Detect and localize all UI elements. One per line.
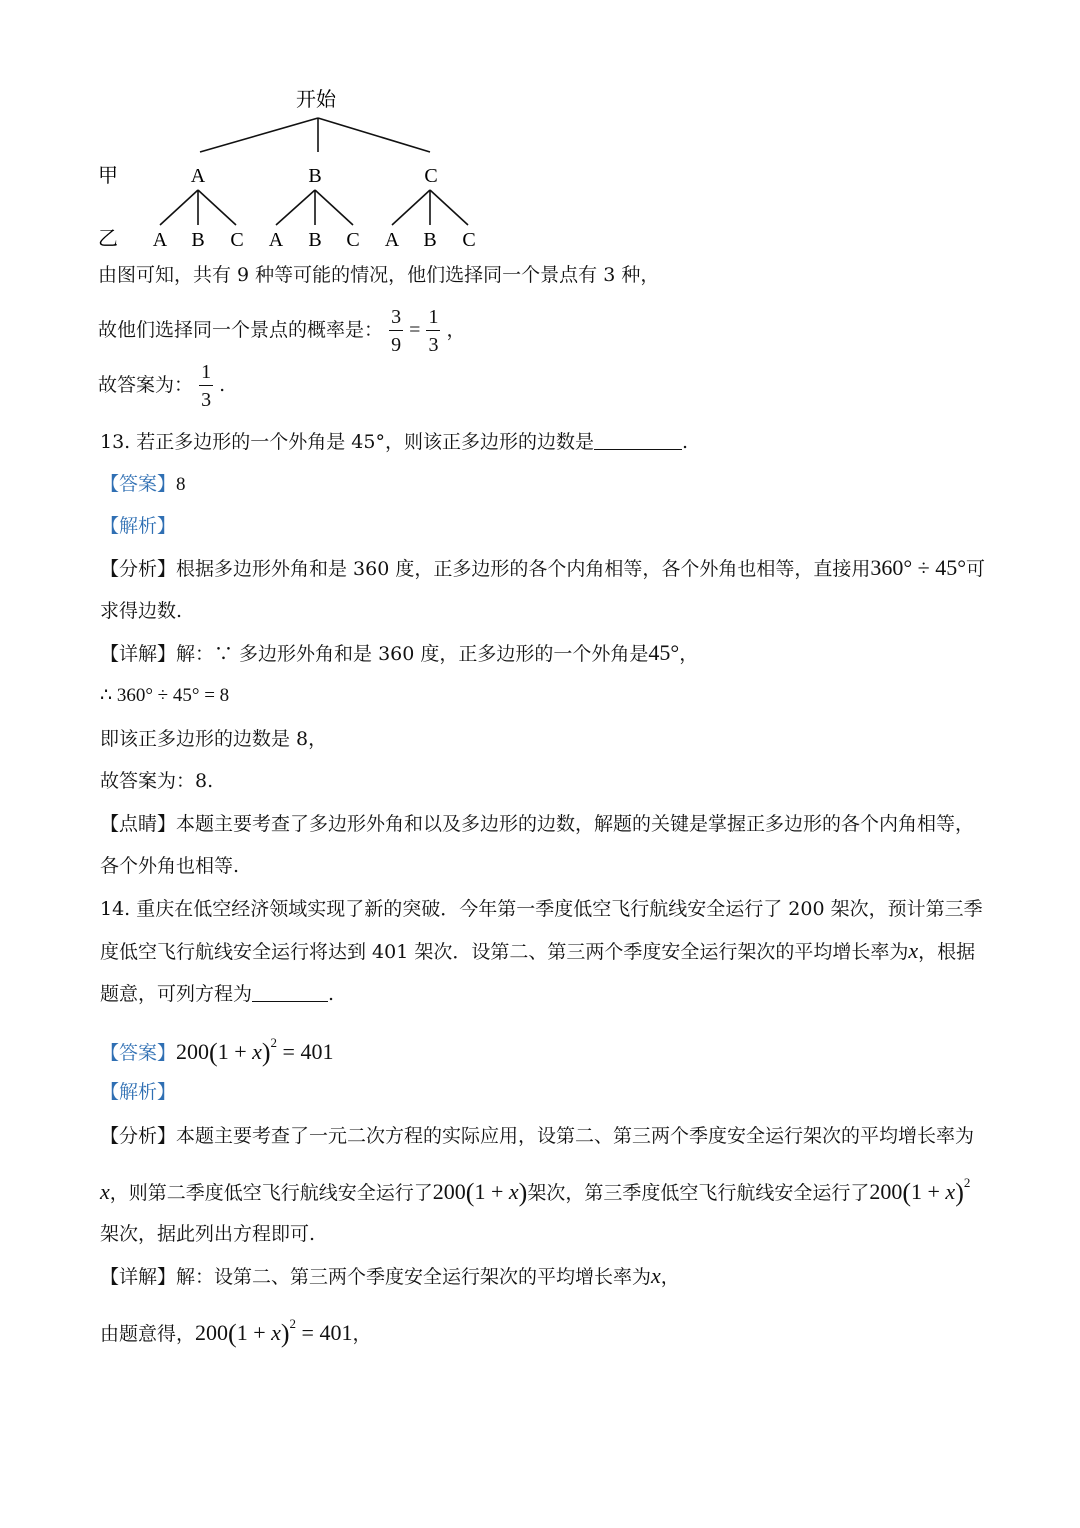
prev-line-3 — [98, 355, 225, 415]
punct: ， — [679, 643, 699, 665]
punct: . — [681, 431, 689, 453]
q14-text: 度低空飞行航线安全运行将达到 401 架次．设第二、第三两个季度安全运行架次的平均增长率为 — [100, 941, 909, 963]
q13-fenxi-line-2: 求得边数. — [100, 600, 183, 622]
fenxi-text: ，则第二季度低空飞行航线安全运行了 — [109, 1182, 433, 1204]
dianjing-tag: 【点睛】 — [100, 813, 177, 835]
tree-node-l2: B — [308, 229, 322, 251]
q14-fenxi-line-1 — [100, 1124, 974, 1148]
prev-line-2-text: 故他们选择同一个景点的概率是： — [98, 319, 384, 341]
q13-question — [100, 430, 688, 454]
tree-node-l1: B — [308, 165, 322, 187]
q14-question-line-3 — [100, 982, 334, 1006]
q14-text: 题意，可列方程为 — [100, 983, 253, 1005]
answer-blank — [594, 431, 682, 450]
q13-answer — [100, 472, 186, 497]
xiangjie-tag: 【详解】 — [100, 643, 177, 665]
tree-node-l2: A — [152, 229, 168, 251]
fenxi-tag: 【分析】 — [100, 1125, 177, 1147]
tree-node-l2: B — [191, 229, 205, 251]
q13-fenxi-line-1 — [100, 556, 985, 581]
answer-blank — [252, 983, 328, 1002]
prev-line-1: 由图可知，共有 9 种等可能的情况，他们选择同一个景点有 3 种， — [98, 264, 660, 286]
tree-node-l2: A — [268, 229, 284, 251]
fenxi-text: 本题主要考查了一元二次方程的实际应用，设第二、第三两个季度安全运行架次的平均增长率为 — [176, 1125, 975, 1147]
punct: . — [219, 374, 226, 396]
math-expression: 360° ÷ 45° — [870, 555, 967, 580]
tree-node-l2: B — [423, 229, 437, 251]
q14-xiangjie-line-2 — [100, 1306, 372, 1348]
xiangjie-text: 由题意得， — [100, 1323, 196, 1345]
variable-x: x — [100, 1179, 110, 1204]
tree-node-l2: A — [384, 229, 400, 251]
q14-xiangjie-line-1 — [100, 1264, 680, 1289]
fenxi-text: 根据多边形外角和是 360 度，正多边形的各个内角相等，各个外角也相等，直接用 — [176, 558, 871, 580]
tree-node-l2: C — [346, 229, 360, 251]
variable-x: x — [908, 938, 919, 963]
q14-question-line-1: 14. 重庆在低空经济领域实现了新的突破．今年第一季度低空飞行航线安全运行了 200 架次，预计第三季 — [100, 898, 983, 920]
q13-xiangjie-line-1 — [100, 641, 698, 666]
math-expression: 45° — [648, 640, 680, 665]
tree-root: 开始 — [296, 89, 336, 111]
equals-sign: = — [409, 319, 421, 341]
equation: $200(1 + x)^2 = 401$ — [195, 1316, 353, 1348]
q13-calc: ∴ 360° ÷ 45° = 8 — [100, 685, 230, 706]
q14-fenxi-line-3: 架次，据此列出方程即可. — [100, 1223, 316, 1245]
q13-dianjing-line-1 — [100, 812, 974, 836]
q13-line-b: 故答案为：8. — [100, 770, 214, 792]
tree-node-l1: C — [424, 165, 438, 187]
punct: ， — [446, 319, 466, 341]
math-expression: 200(1 + x) — [432, 1178, 528, 1207]
answer-tag: 【答案】 — [100, 1042, 177, 1064]
tree-diagram — [0, 0, 1080, 260]
tree-node-l2: C — [230, 229, 244, 251]
q13-question-text: 13. 若正多边形的一个外角是 45°，则该正多边形的边数是 — [100, 431, 594, 453]
q14-answer — [100, 1025, 334, 1067]
q13-dianjing-line-2: 各个外角也相等. — [100, 855, 240, 877]
variable-x: x — [651, 1263, 661, 1288]
analysis-tag: 【解析】 — [100, 515, 177, 537]
row-label-jia: 甲 — [98, 165, 118, 187]
xiangjie-text: 解：∵ 多边形外角和是 360 度，正多边形的一个外角是 — [176, 643, 649, 665]
analysis-tag: 【解析】 — [100, 1081, 177, 1103]
punct: ， — [660, 1266, 680, 1288]
row-label-yi: 乙 — [98, 228, 118, 250]
fenxi-text: 可 — [966, 558, 986, 580]
fenxi-tag: 【分析】 — [100, 558, 177, 580]
punct: ， — [352, 1323, 372, 1345]
punct: . — [328, 983, 335, 1005]
fraction: $\frac{1}{3}$ — [428, 306, 439, 356]
q14-text: ，根据 — [918, 941, 976, 963]
dianjing-text: 本题主要考查了多边形外角和以及多边形的边数，解题的关键是掌握正多边形的各个内角相等， — [176, 813, 975, 835]
q14-question-line-2 — [100, 939, 975, 964]
fraction: $\frac{1}{3}$ — [201, 361, 212, 411]
tree-node-l2: C — [462, 229, 476, 251]
prev-line-3-text: 故答案为： — [98, 374, 194, 396]
q13-line-a: 即该正多边形的边数是 8， — [100, 728, 328, 750]
q14-fenxi-line-2 — [100, 1165, 971, 1207]
xiangjie-text: 解：设第二、第三两个季度安全运行架次的平均增长率为 — [176, 1266, 652, 1288]
math-expression: $200(1 + x)^2$ — [869, 1175, 971, 1207]
tree-node-l1: A — [190, 165, 206, 187]
fenxi-text: 架次，第三季度低空飞行航线安全运行了 — [527, 1182, 870, 1204]
prev-line-2 — [98, 300, 466, 360]
fraction: $\frac{3}{9}$ — [391, 306, 402, 356]
xiangjie-tag: 【详解】 — [100, 1266, 177, 1288]
equation: $200(1 + x)^2 = 401$ — [176, 1035, 334, 1067]
answer-value: 8 — [176, 474, 186, 495]
answer-tag: 【答案】 — [100, 473, 177, 495]
